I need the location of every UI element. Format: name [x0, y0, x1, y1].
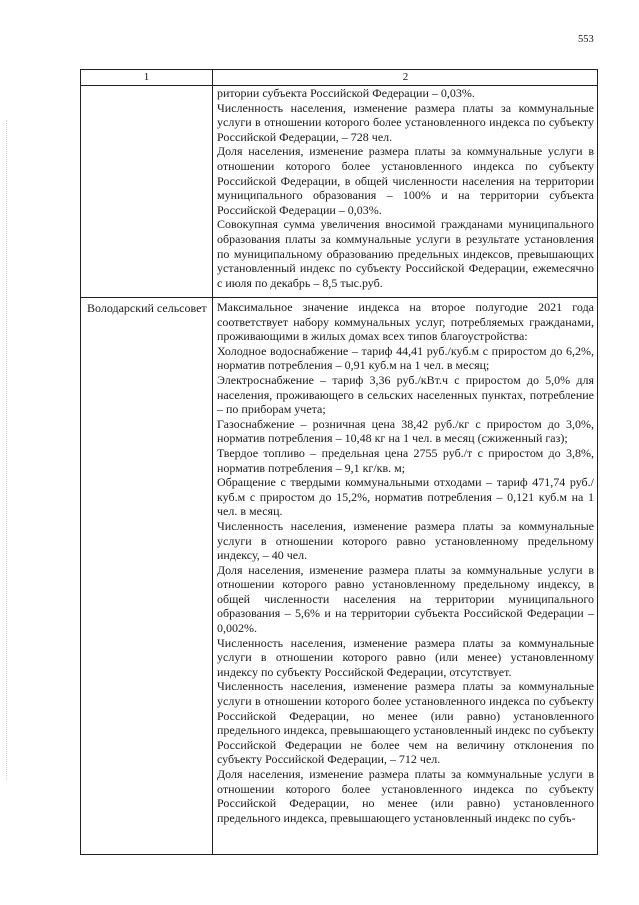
paragraph: Численность населения, изменение размера платы за коммунальные услуги в отношении которого равно (или менее) установленному индексу по субъекту Российской Федерации, отсутствует.: [217, 635, 594, 679]
paragraph: Обращение с твердыми коммунальными отходами – тариф 471,74 руб./куб.м с приростом до 15,2%, норматив потребления – 0,121 куб.м на 1 чел. в месяц.: [217, 475, 594, 519]
paragraph: ритории субъекта Российской Федерации – 0,03%.: [217, 86, 475, 100]
paragraph: Численность населения, изменение размера платы за коммунальные услуги в отношении которого более установленного индекса по субъекту Российской Федерации, – 728 чел.: [217, 100, 594, 144]
paragraph: Максимальное значение индекса на второе полугодие 2021 года соответствует набору коммунальных услуг, потребляемых гражданами, проживающими в жилых домах всех типов благоустройства:: [217, 300, 594, 344]
paragraph: Численность населения, изменение размера платы за коммунальные услуги в отношении которого более установленного индекса по субъекту Российской Федерации, но менее (или равно) установленного предельного индекса, превышающего установленный индекс по субъекту Российской Федерации не более чем на величину отклонения по субъекту Российской Федерации, – 712 чел.: [217, 679, 594, 767]
paragraph: Численность населения, изменение размера платы за коммунальные услуги в отношении которого равно установленному предельному индексу, – 40 чел.: [217, 518, 594, 563]
paragraph: Твердое топливо – предельная цена 2755 руб./т с приростом до 3,8%, норматив потребления – 9,1 кг/кв. м;: [217, 445, 594, 475]
paragraph: Доля населения, изменение размера платы за коммунальные услуги в отношении которого более установленного индекса по субъекту Российской Федерации, но менее (или равно) установленного предельного индекса, превышающего установленный индекс по субъ-: [217, 767, 594, 825]
column-header-1: 1: [143, 71, 150, 83]
column-header-2: 2: [402, 71, 409, 83]
region-name: Володарский сельсовет: [87, 301, 207, 315]
document-table: [80, 69, 598, 855]
region-row-content: [217, 300, 594, 825]
column-divider: [212, 70, 213, 854]
scan-edge-mark: [6, 120, 13, 780]
paragraph: Доля населения, изменение размера платы за коммунальные услуги в отношении которого более установленного индекса по субъекту Российской Федерации, в общей численности населения на территории муниципального образования – 100% и на территории субъекта Российской Федерации – 0,03%.: [217, 144, 594, 217]
paragraph: Совокупная сумма увеличения вносимой гражданами муниципального образования платы за коммунальные услуги в результате установления по муниципальному образованию предельных индексов, превышающих установленный индекс по субъекту Российской Федерации, ежемесячно с июля по декабрь – 8,5 тыс.руб.: [217, 217, 594, 290]
paragraph: Электроснабжение – тариф 3,36 руб./кВт.ч с приростом до 5,0% для населения, проживающего в сельских населенных пунктах, потребление – по приборам учета;: [217, 372, 594, 417]
paragraph: Газоснабжение – розничная цена 38,42 руб./кг с приростом до 3,0%, норматив потребления – 10,48 кг на 1 чел. в месяц (сжиженный газ);: [217, 416, 594, 446]
paragraph: Холодное водоснабжение – тариф 44,41 руб./куб.м с приростом до 6,2%, норматив потребления – 0,91 куб.м на 1 чел. в месяц;: [217, 343, 594, 373]
paragraph: Доля населения, изменение размера платы за коммунальные услуги в отношении которого равно установленному предельному индексу, в общей численности населения на территории муниципального образования – 5,6% и на территории субъекта Российской Федерации – 0,002%.: [217, 562, 594, 636]
page-number: 553: [578, 34, 594, 45]
row-divider: [81, 297, 597, 298]
top-row-content: [217, 86, 594, 290]
